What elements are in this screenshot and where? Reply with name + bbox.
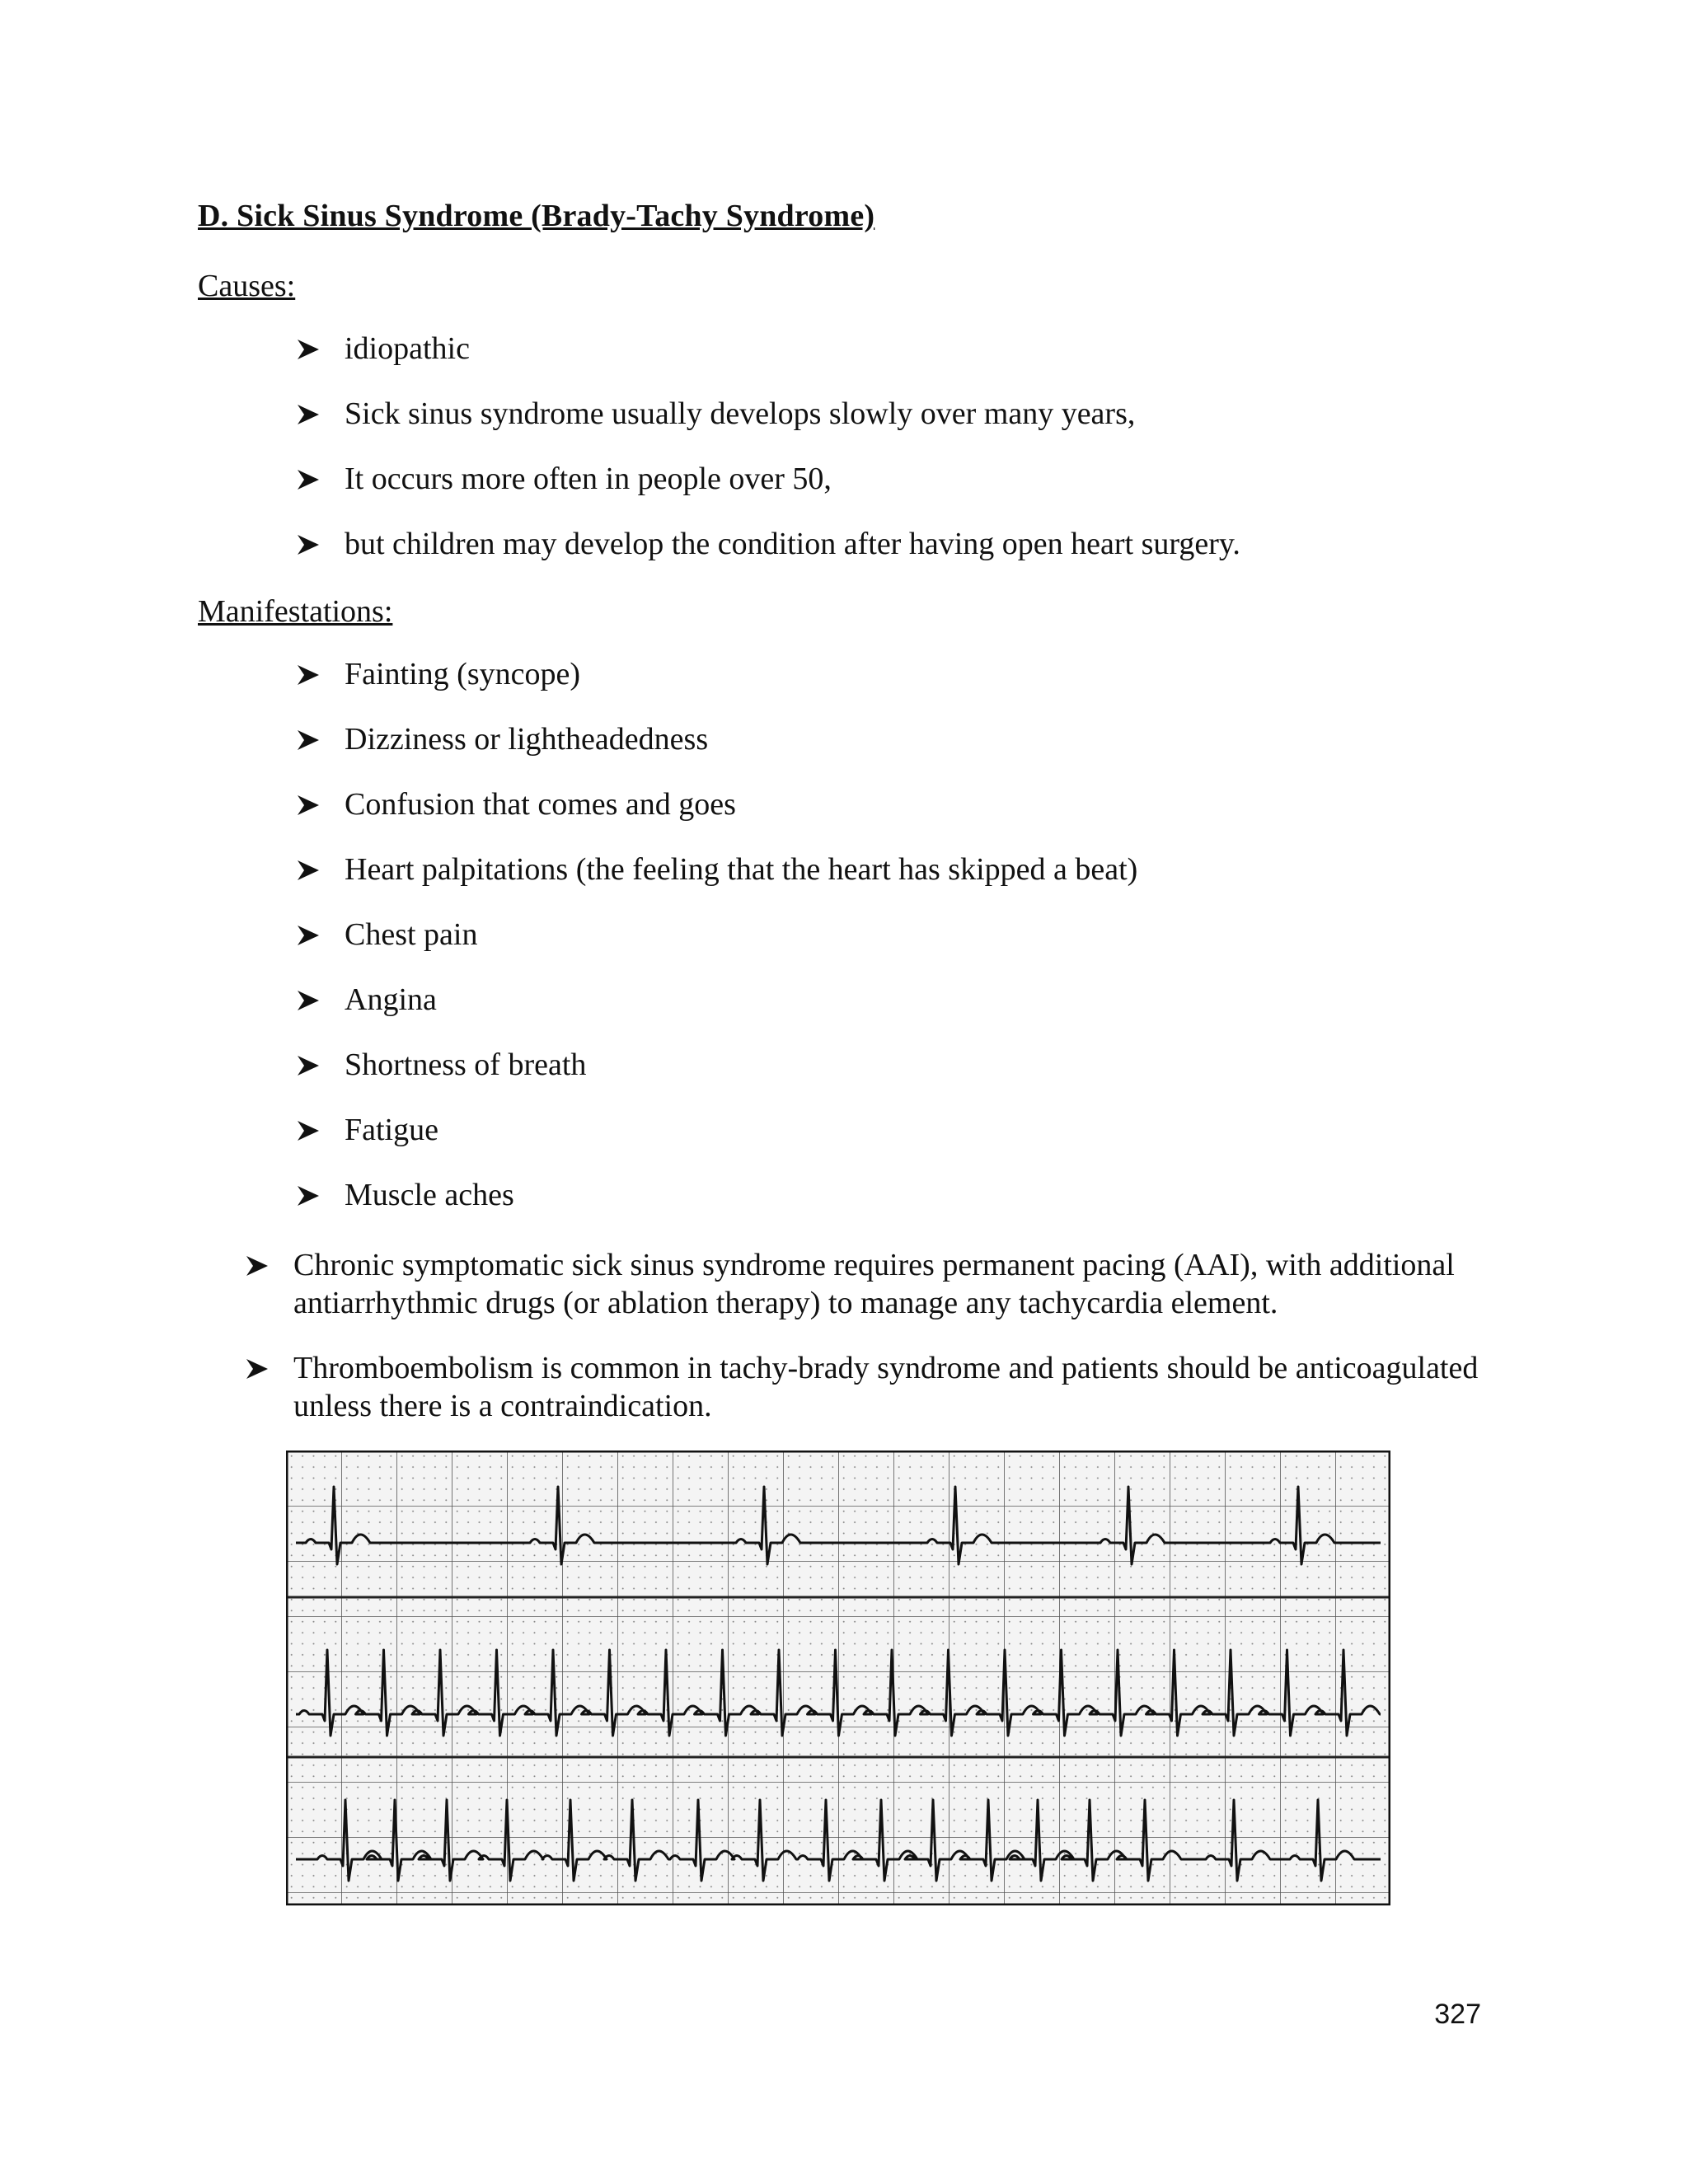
causes-label: Causes:: [198, 269, 296, 303]
list-item: [297, 330, 1240, 395]
arrowhead-bullet-icon: [246, 1246, 270, 1284]
note-text: Thromboembolism is common in tachy-brady syndrome and patients should be anticoagulated unless there is a contraindication.: [293, 1351, 1479, 1423]
list-item: [297, 655, 1137, 720]
list-item-text: Shortness of breath: [345, 1047, 587, 1082]
list-item: [297, 981, 1137, 1046]
manifestations-list: [297, 655, 1137, 1241]
list-item-text: Fatigue: [345, 1113, 438, 1147]
ecg-major-grid: [286, 1451, 1390, 1905]
list-item: [246, 1349, 1482, 1425]
arrowhead-bullet-icon: [297, 785, 321, 823]
arrowhead-bullet-icon: [297, 525, 321, 563]
arrowhead-bullet-icon: [246, 1349, 270, 1387]
list-item-text: Muscle aches: [345, 1178, 514, 1212]
arrowhead-bullet-icon: [297, 916, 321, 954]
list-item-text: Confusion that comes and goes: [345, 787, 736, 822]
list-item-text: Sick sinus syndrome usually develops slowly over many years,: [345, 396, 1136, 431]
list-item: [297, 395, 1240, 460]
list-item: [297, 851, 1137, 916]
causes-list: [297, 330, 1240, 590]
list-item-text: Fainting (syncope): [345, 657, 581, 691]
section-heading: D. Sick Sinus Syndrome (Brady-Tachy Syndrome): [198, 199, 875, 233]
list-item: [297, 720, 1137, 785]
arrowhead-bullet-icon: [297, 655, 321, 693]
arrowhead-bullet-icon: [297, 851, 321, 888]
arrowhead-bullet-icon: [297, 1176, 321, 1214]
arrowhead-bullet-icon: [297, 981, 321, 1019]
list-item: [246, 1246, 1482, 1322]
list-item: [297, 785, 1137, 851]
list-item-text: Dizziness or lightheadedness: [345, 722, 709, 757]
list-item: [297, 1176, 1137, 1241]
notes-list: [246, 1246, 1482, 1452]
list-item: [297, 1046, 1137, 1111]
list-item: [297, 525, 1240, 590]
arrowhead-bullet-icon: [297, 460, 321, 498]
list-item-text: It occurs more often in people over 50,: [345, 462, 832, 496]
arrowhead-bullet-icon: [297, 395, 321, 433]
arrowhead-bullet-icon: [297, 330, 321, 368]
arrowhead-bullet-icon: [297, 1111, 321, 1149]
arrowhead-bullet-icon: [297, 720, 321, 758]
list-item: [297, 1111, 1137, 1176]
manifestations-label: Manifestations:: [198, 594, 393, 629]
page-number: 327: [1434, 1999, 1481, 2030]
note-text: Chronic symptomatic sick sinus syndrome requires permanent pacing (AAI), with additional antiarrhythmic drugs (or ablation therapy) to manage any tachycardia element.: [293, 1248, 1455, 1320]
arrowhead-bullet-icon: [297, 1046, 321, 1084]
list-item-text: Angina: [345, 982, 437, 1017]
list-item-text: but children may develop the condition after having open heart surgery.: [345, 527, 1240, 561]
list-item: [297, 916, 1137, 981]
list-item-text: Heart palpitations (the feeling that the heart has skipped a beat): [345, 852, 1138, 887]
list-item-text: idiopathic: [345, 331, 470, 366]
list-item: [297, 460, 1240, 525]
ecg-strip-figure: [286, 1451, 1390, 1905]
list-item-text: Chest pain: [345, 917, 478, 952]
